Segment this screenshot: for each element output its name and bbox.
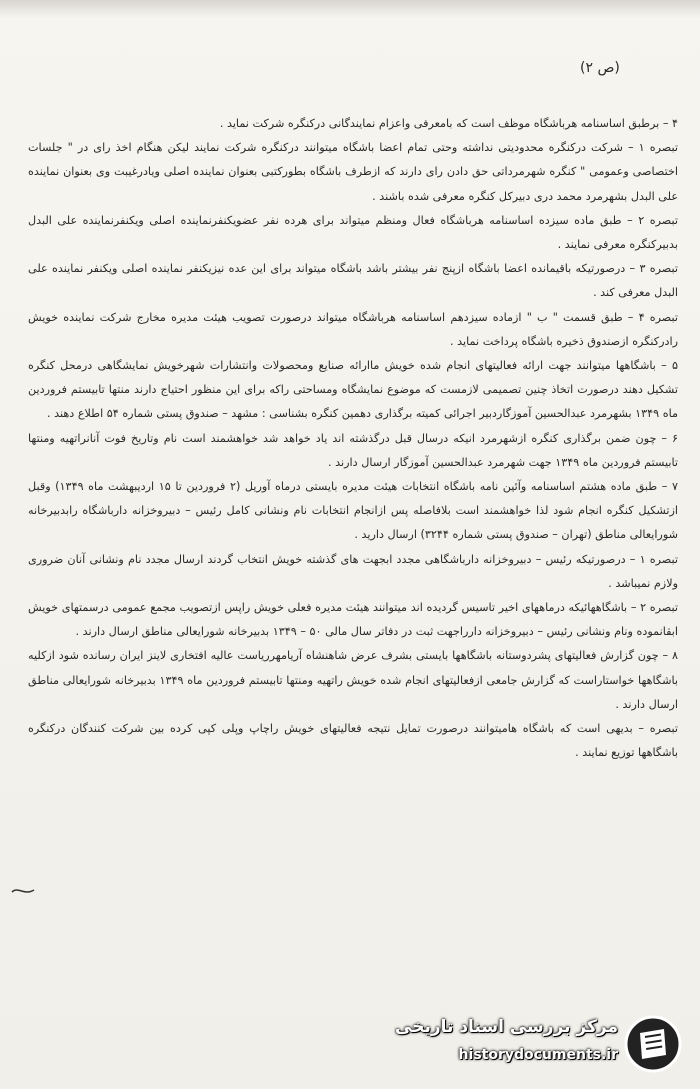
paragraph-item-7-note-1: تبصره ۱ – درصورتیکه رئیس – دبیروخزانه دارباشگاهی مجدد ابجهت های گذشته خویش انتخاب گردند ارسال مجدد نام ونشانی آنان ضروری ولازم نمیباشد .	[28, 552, 678, 590]
paragraph-item-5: ۵ – باشگاهها میتوانند جهت ارائه فعالیتهای انجام شده خویش ماارائه صنایع ومحصولات وانتشارات شهرخویش نمایشگاهی درمحل کنگره تشکیل دهند درصورت اتخاذ چنین تصمیمی لازمست که موضوع نمایشگاه ومساحتی راکه برای این منظور احتیاج دارند منتها تابیستم فروردین ماه ۱۳۴۹ بشهرمرد عبدالحسین آموزگاردبیر اجرائی کمیته برگذاری دهمین کنگره بشناسی : مشهد – صندوق پستی شماره ۵۴ اطلاع دهند .	[28, 359, 678, 421]
margin-pen-mark-icon	[10, 882, 36, 900]
paragraph-item-8: ۸ – چون گزارش فعالیتهای پشردوستانه باشگاهها بایستی بشرف عرض شاهنشاه آریامهرریاست عالیه افتخاری لاینز ایران رسانده شود ازکلیه باشگاهها خواستاراست که گزارش جامعی ازفعالیتهای انجام شده خویش راتهیه ومنتها تابیستم فروردین ماه ۱۳۴۹ بدبیرخانه شورایعالی مناطق ارسال دارند .	[28, 649, 678, 711]
paragraph-note-4: تبصره ۴ – طبق قسمت " ب " ازماده سیزدهم اساسنامه هرباشگاه میتواند درصورت تصویب هیئت مدیره مخارج شرکت نماینده خویش رادرکنگره ازصندوق ذخیره باشگاه پرداخت نماید .	[28, 310, 678, 348]
archive-logo-icon	[624, 1015, 682, 1073]
watermark	[395, 1011, 688, 1077]
paragraph-item-8-note: تبصره – بدیهی است که باشگاه هامیتوانند درصورت تمایل نتیجه فعالیتهای خویش راچاپ وپلی کپی کرده بین شرکت کنندگان درکنگره باشگاهها توزیع نمایند .	[28, 722, 678, 760]
watermark-title: مرکز بررسی اسناد تاریخی	[395, 1017, 618, 1037]
paragraph-note-3: تبصره ۳ – درصورتیکه باقیمانده اعضا باشگاه ازپنج نفر بیشتر باشد باشگاه میتواند برای این عده نیزیکنفر نماینده اصلی ویکنفر نماینده علی البدل معرفی کند .	[28, 262, 678, 300]
paragraph-item-4: ۴ – برطبق اساسنامه هرباشگاه موظف است که بامعرفی واعزام نمایندگانی درکنگره شرکت نماید .	[219, 117, 678, 130]
page-number: (ص ۲)	[580, 60, 620, 76]
page-top-edge	[0, 0, 700, 18]
watermark-url[interactable]: historydocuments.ir	[458, 1047, 618, 1063]
paragraph-item-7-note-2: تبصره ۲ – باشگاههائیکه درماههای اخیر تاسیس گردیده اند میتوانند هیئت مدیره فعلی خویش راپس ازتصویب مجمع عمومی درسمتهای خویش ابقانموده ونام ونشانی رئیس – دبیروخزانه دارراجهت ثبت در دفاتر سال مالی ۵۰ – ۱۳۴۹ بدبیرخانه شورایعالی مناطق ارسال دارند .	[28, 601, 678, 639]
paragraph-note-2: تبصره ۲ – طبق ماده سیزده اساسنامه هرباشگاه فعال ومنظم میتواند برای هرده نفر عضویکنفرنماینده اصلی ویکنفرنماینده علی البدل بدبیرکنگره معرفی نمایند .	[28, 213, 678, 252]
paragraph-note-1: تبصره ۱ – شرکت درکنگره محدودیتی نداشته وحتی تمام اعضا باشگاه میتوانند درکنگره شرکت نمایند لیکن هنگام اخذ رای در " جلسات اختصاصی وعمومی " کنگره شهرمرداتی حق دادن رای دارند که ازطرف باشگاه بطورکتبی بعنوان نماینده اصلی ویادرغیبت وی بعنوان نماینده علی البدل بشهرمرد محمد دری دبیرکل کنگره معرفی شده باشند .	[28, 141, 678, 203]
paragraph-item-6: ۶ – چون ضمن برگذاری کنگره ازشهرمرد انیکه درسال قبل درگذشته اند یاد خواهد شد خواهشمند است نام وتاریخ فوت آنانراتهیه ومنتها تابیستم فروردین ماه ۱۳۴۹ جهت شهرمرد عبدالحسین آموزگار ارسال دارند .	[28, 431, 678, 469]
paragraph-item-7: ۷ – طبق ماده هشتم اساسنامه وآئین نامه باشگاه انتخابات هیئت مدیره بایستی درماه آوریل (۲ فروردین تا ۱۵ اردیبهشت ماه ۱۳۴۹) وقبل ازتشکیل کنگره انجام شود لذا خواهشمند است بلافاصله پس ازانجام انتخابات نام ونشانی کامل رئیس – دبیروخزانه دارباشگاه رابدبیرخانه شورایعالی مناطق (تهران – صندوق پستی شماره ۳۲۴۴) ارسال دارید .	[28, 480, 678, 542]
document-body	[28, 112, 678, 765]
